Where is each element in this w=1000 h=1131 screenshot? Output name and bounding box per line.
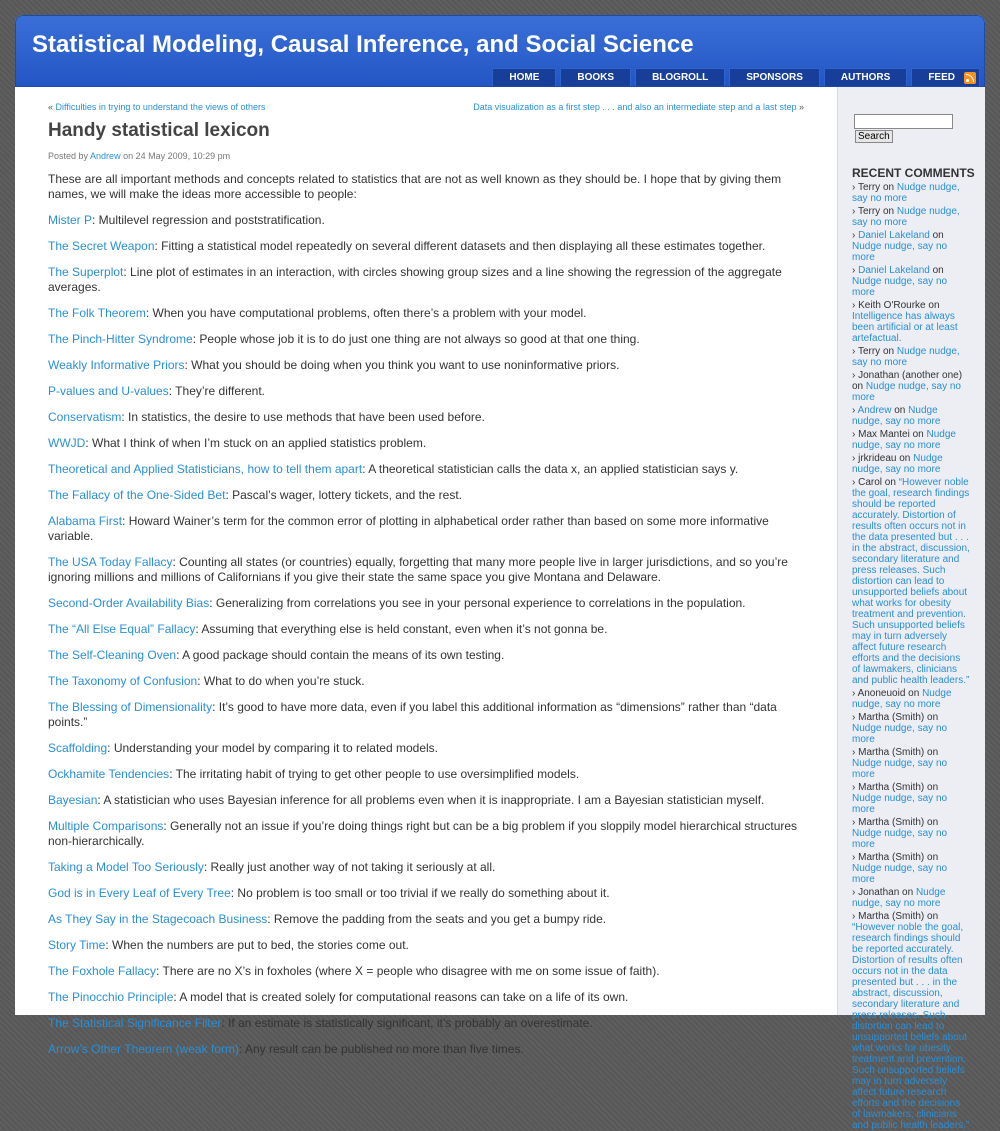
lexicon-definition: : Line plot of estimates in an interaction, with circles showing group sizes and a line showing the regression of the aggregate averages. xyxy=(48,265,782,294)
lexicon-entry xyxy=(48,648,804,663)
comment-bullet: › xyxy=(852,887,859,898)
lexicon-term-link[interactable]: The Secret Weapon xyxy=(48,239,155,253)
lexicon-definition: : There are no X’s in foxholes (where X = people who disagree with me on some issue of faith). xyxy=(156,964,660,978)
comment-on-label: on xyxy=(909,429,927,440)
recent-comment xyxy=(852,817,970,850)
post-title: Handy statistical lexicon xyxy=(48,120,270,141)
comment-bullet: › xyxy=(852,817,859,828)
recent-comment xyxy=(852,747,970,780)
lexicon-term-link[interactable]: Mister P xyxy=(48,213,93,227)
lexicon-term-link[interactable]: The “All Else Equal” Fallacy xyxy=(48,622,196,636)
lexicon-definition: : It’s good to have more data, even if you label this additional information as “dimensions” rather than “data points.” xyxy=(48,700,777,729)
lexicon-entry xyxy=(48,741,804,756)
lexicon-entry xyxy=(48,596,804,611)
lexicon-definition: : Any result can be published no more than five times. xyxy=(238,1042,524,1056)
lexicon-term-link[interactable]: Bayesian xyxy=(48,793,98,807)
comment-bullet: › xyxy=(852,712,859,723)
lexicon-term-link[interactable]: Taking a Model Too Seriously xyxy=(48,860,204,874)
comment-post-link[interactable]: Nudge nudge, say no more xyxy=(852,429,956,451)
lexicon-definition: : Understanding your model by comparing it to related models. xyxy=(107,741,438,755)
comment-bullet: › xyxy=(852,747,859,758)
comment-on-label: on xyxy=(924,712,939,723)
next-post-link[interactable]: Data visualization as a first step . . . and also an intermediate step and a last step xyxy=(473,102,797,112)
page xyxy=(15,15,985,1131)
comment-post-link[interactable]: Nudge nudge, say no more xyxy=(852,453,943,475)
comment-on-label: on xyxy=(880,346,897,357)
comment-author: Jonathan xyxy=(858,887,900,898)
lexicon-term-link[interactable]: The Fallacy of the One-Sided Bet xyxy=(48,488,226,502)
lexicon-term-link[interactable]: Multiple Comparisons xyxy=(48,819,164,833)
post-author-link[interactable]: Andrew xyxy=(90,151,121,161)
comment-author: jrkrideau xyxy=(858,453,897,464)
lexicon-definition: : Remove the padding from the seats and you get a bumpy ride. xyxy=(267,912,607,926)
recent-comment xyxy=(852,265,970,298)
lexicon-term-link[interactable]: The Superplot xyxy=(48,265,124,279)
lexicon-term-link[interactable]: Scaffolding xyxy=(48,741,108,755)
comment-on-label: on xyxy=(905,688,923,699)
recent-comment xyxy=(852,887,970,909)
previous-post-marker: « xyxy=(48,102,54,112)
comment-post-link[interactable]: Nudge nudge, say no more xyxy=(852,241,948,263)
comment-on-label: on xyxy=(891,405,909,416)
recent-comments-list xyxy=(852,182,985,1131)
lexicon-entry xyxy=(48,767,804,782)
recent-comment xyxy=(852,405,970,427)
comment-author-link[interactable]: Daniel Lakeland xyxy=(858,230,930,241)
comment-author: Keith O'Rourke xyxy=(858,300,926,311)
lexicon-entry xyxy=(48,1016,804,1031)
comment-post-link[interactable]: Nudge nudge, say no more xyxy=(852,863,948,885)
lexicon-term-link[interactable]: Weakly Informative Priors xyxy=(48,358,185,372)
comment-author: Max Mantei xyxy=(858,429,910,440)
lexicon-definition: : A good package should contain the means of its own testing. xyxy=(176,648,505,662)
lexicon-entry xyxy=(48,514,804,544)
comment-post-link[interactable]: Nudge nudge, say no more xyxy=(852,276,948,298)
lexicon-term-link[interactable]: WWJD xyxy=(48,436,86,450)
lexicon-term-link[interactable]: The Taxonomy of Confusion xyxy=(48,674,198,688)
lexicon-definition: : If an estimate is statistically significant, it’s probably an overestimate. xyxy=(221,1016,593,1030)
nav-sponsors[interactable]: SPONSORS xyxy=(729,68,820,86)
previous-post xyxy=(48,102,265,112)
lexicon-definition: : When you have computational problems, often there’s a problem with your model. xyxy=(145,306,587,320)
lexicon-term-link[interactable]: The Pinch-Hitter Syndrome xyxy=(48,332,193,346)
recent-comment xyxy=(852,712,970,745)
comment-post-link[interactable]: Nudge nudge, say no more xyxy=(852,206,960,228)
lexicon-term-link[interactable]: Story Time xyxy=(48,938,106,952)
comment-post-link[interactable]: Nudge nudge, say no more xyxy=(852,793,948,815)
comment-author: Martha (Smith) xyxy=(858,747,925,758)
lexicon-entry xyxy=(48,886,804,901)
comment-on-label: on xyxy=(896,453,914,464)
comment-bullet: › xyxy=(852,265,859,276)
comment-on-label: on xyxy=(924,747,939,758)
nav-books[interactable]: BOOKS xyxy=(560,68,631,86)
comment-on-label: on xyxy=(929,265,944,276)
lexicon-entry xyxy=(48,410,804,425)
lexicon-list xyxy=(48,213,804,1057)
comment-author: Anoneuoid xyxy=(857,688,906,699)
lexicon-entry xyxy=(48,462,804,477)
lexicon-entry xyxy=(48,700,804,730)
lexicon-entry xyxy=(48,819,804,849)
comment-author: Martha (Smith) xyxy=(858,817,925,828)
main-content xyxy=(15,87,837,1056)
comment-bullet: › xyxy=(852,782,859,793)
comment-post-link[interactable]: Nudge nudge, say no more xyxy=(852,182,960,204)
comment-post-link[interactable]: Nudge nudge, say no more xyxy=(852,405,941,427)
lexicon-definition: : The irritating habit of trying to get other people to use oversimplified models. xyxy=(169,767,580,781)
comment-on-label: on xyxy=(924,852,939,863)
comment-post-link[interactable]: Nudge nudge, say no more xyxy=(852,887,946,909)
lexicon-term-link[interactable]: The Self-Cleaning Oven xyxy=(48,648,177,662)
lexicon-definition: : Generally not an issue if you’re doing things right but can be a big problem if you sloppily model hierarchical structures non-hierarchically. xyxy=(48,819,798,848)
lexicon-entry xyxy=(48,306,804,321)
comment-on-label: on xyxy=(924,911,939,922)
lexicon-term-link[interactable]: Second-Order Availability Bias xyxy=(48,596,210,610)
lexicon-entry xyxy=(48,555,804,585)
comment-author: Martha (Smith) xyxy=(858,911,925,922)
comment-bullet: › xyxy=(852,182,858,193)
rss-icon[interactable] xyxy=(964,72,976,84)
lexicon-definition: : They’re different. xyxy=(168,384,266,398)
search-input[interactable] xyxy=(854,114,953,129)
sidebar xyxy=(837,87,985,1131)
previous-post-link[interactable]: Difficulties in trying to understand the views of others xyxy=(55,102,266,112)
lexicon-term-link[interactable]: The USA Today Fallacy xyxy=(48,555,173,569)
lexicon-term-link[interactable]: The Pinocchio Principle xyxy=(48,990,174,1004)
post-date: on 24 May 2009, 10:29 pm xyxy=(123,151,231,161)
comment-bullet: › xyxy=(852,453,859,464)
lexicon-term-link[interactable]: The Folk Theorem xyxy=(48,306,146,320)
lexicon-definition: : Pascal’s wager, lottery tickets, and the rest. xyxy=(225,488,462,502)
lexicon-entry xyxy=(48,860,804,875)
lexicon-entry xyxy=(48,964,804,979)
lexicon-entry xyxy=(48,384,804,399)
comment-author: Terry xyxy=(857,206,881,217)
comment-bullet: › xyxy=(852,206,858,217)
lexicon-definition: : Generalizing from correlations you see in your personal experience to correlations in the population. xyxy=(209,596,746,610)
comment-author-link[interactable]: Andrew xyxy=(857,405,892,416)
comment-post-link[interactable]: Nudge nudge, say no more xyxy=(852,688,952,710)
lexicon-entry xyxy=(48,938,804,953)
recent-comment xyxy=(852,453,970,475)
lexicon-definition: : Howard Wainer’s term for the common error of plotting in alphabetical order rather than based on some more informative variable. xyxy=(48,514,769,543)
comment-bullet: › xyxy=(852,911,859,922)
comment-post-link[interactable]: Nudge nudge, say no more xyxy=(852,828,948,850)
nav-feed-label: FEED xyxy=(928,72,955,83)
lexicon-entry xyxy=(48,1042,804,1057)
nav-authors[interactable]: AUTHORS xyxy=(824,68,907,86)
comment-on-label: on xyxy=(880,206,897,217)
lexicon-term-link[interactable]: The Statistical Significance Filter xyxy=(48,1016,222,1030)
comment-author: Carol xyxy=(858,477,883,488)
recent-comment xyxy=(852,346,970,368)
comment-post-link[interactable]: Nudge nudge, say no more xyxy=(852,346,960,368)
lexicon-entry xyxy=(48,912,804,927)
comment-on-label: on xyxy=(852,381,866,392)
lexicon-definition: : A model that is created solely for computational reasons can take on a life of its own. xyxy=(173,990,629,1004)
lexicon-definition: : What to do when you’re stuck. xyxy=(197,674,365,688)
lexicon-definition: : Counting all states (or countries) equally, forgetting that many more people live in larger jurisdictions, and so you’re ignoring millions and millions of Californians if you give their state the same space you give Montana and Delaware. xyxy=(48,555,788,584)
lexicon-term-link[interactable]: The Blessing of Dimensionality xyxy=(48,700,213,714)
recent-comment xyxy=(852,782,970,815)
lexicon-term-link[interactable]: The Foxhole Fallacy xyxy=(48,964,157,978)
main-nav xyxy=(488,68,980,86)
site-title[interactable]: Statistical Modeling, Causal Inference, and Social Science xyxy=(32,31,694,58)
recent-comment xyxy=(852,370,970,403)
comment-bullet: › xyxy=(852,477,859,488)
lexicon-entry xyxy=(48,358,804,373)
lexicon-definition: : Really just another way of not taking it seriously at all. xyxy=(203,860,496,874)
comment-on-label: on xyxy=(929,230,944,241)
lexicon-entry xyxy=(48,674,804,689)
lexicon-definition: : People whose job it is to do just one thing are not always so good at that one thing. xyxy=(192,332,640,346)
lexicon-definition: : What I think of when I’m stuck on an applied statistics problem. xyxy=(85,436,427,450)
lexicon-definition: : Fitting a statistical model repeatedly on several different datasets and then displaying all these estimates together. xyxy=(154,239,766,253)
recent-comment xyxy=(852,429,970,451)
recent-comments-heading: RECENT COMMENTS xyxy=(852,166,975,180)
nav-home[interactable]: HOME xyxy=(492,68,556,86)
recent-comment xyxy=(852,230,970,263)
comment-post-link[interactable]: Nudge nudge, say no more xyxy=(852,381,961,403)
comment-author: Martha (Smith) xyxy=(858,852,925,863)
recent-comment xyxy=(852,852,970,885)
lexicon-entry xyxy=(48,488,804,503)
lexicon-definition: : In statistics, the desire to use methods that have been used before. xyxy=(121,410,485,424)
comment-bullet: › xyxy=(852,405,858,416)
lexicon-entry xyxy=(48,436,804,451)
post-navigation xyxy=(48,102,804,112)
lexicon-entry xyxy=(48,239,804,254)
lexicon-term-link[interactable]: Ockhamite Tendencies xyxy=(48,767,170,781)
comment-on-label: on xyxy=(880,182,897,193)
lexicon-definition: : Assuming that everything else is held constant, even when it’s not gonna be. xyxy=(195,622,608,636)
lexicon-term-link[interactable]: P-values and U-values xyxy=(48,384,169,398)
lexicon-definition: : A statistician who uses Bayesian inference for all problems even when it is inappropriate. I am a Bayesian statistician myself. xyxy=(97,793,765,807)
comment-author: Martha (Smith) xyxy=(858,782,925,793)
lexicon-entry xyxy=(48,793,804,808)
lexicon-term-link[interactable]: As They Say in the Stagecoach Business xyxy=(48,912,268,926)
comment-bullet: › xyxy=(852,370,859,381)
comment-bullet: › xyxy=(852,346,858,357)
comment-author: Jonathan (another one) xyxy=(858,370,963,381)
comment-post-link[interactable]: “However noble the goal, research findings should be reported accurately. Distortion of results often occurs not in the data presented but . . . in the abstract, discussion, secondary literature and press releases. Such distortion can lead to unsupported beliefs about what works for obesity treatment and prevention. Such unsupported beliefs may in turn adversely affect future research efforts and the decisions of lawmakers, clinicians and public health leaders.” xyxy=(852,922,970,1131)
site-header xyxy=(15,15,985,87)
recent-comment xyxy=(852,477,970,686)
next-post xyxy=(473,102,804,112)
lexicon-term-link[interactable]: Conservatism xyxy=(48,410,122,424)
lexicon-entry xyxy=(48,990,804,1005)
lexicon-definition: : No problem is too small or too trivial if we really do something about it. xyxy=(230,886,610,900)
lexicon-term-link[interactable]: God is in Every Leaf of Every Tree xyxy=(48,886,231,900)
lexicon-term-link[interactable]: Arrow’s Other Theorem (weak form) xyxy=(48,1042,239,1056)
comment-author: Martha (Smith) xyxy=(858,712,925,723)
lexicon-definition: : A theoretical statistician calls the data x, an applied statistician says y. xyxy=(362,462,739,476)
lexicon-definition: : When the numbers are put to bed, the stories come out. xyxy=(105,938,409,952)
lexicon-definition: : Multilevel regression and poststratification. xyxy=(92,213,325,227)
lexicon-entry xyxy=(48,265,804,295)
nav-feed[interactable] xyxy=(911,68,980,86)
lexicon-term-link[interactable]: Theoretical and Applied Statisticians, how to tell them apart xyxy=(48,462,363,476)
comment-on-label: on xyxy=(925,300,940,311)
recent-comment xyxy=(852,911,970,1131)
comment-bullet: › xyxy=(852,230,859,241)
posted-by-label: Posted by xyxy=(48,151,89,161)
comment-on-label: on xyxy=(882,477,899,488)
comment-on-label: on xyxy=(924,782,939,793)
comment-bullet: › xyxy=(852,852,859,863)
comment-author-link[interactable]: Daniel Lakeland xyxy=(858,265,930,276)
next-post-marker: » xyxy=(798,102,804,112)
comment-author: Terry xyxy=(857,346,881,357)
comment-on-label: on xyxy=(924,817,939,828)
recent-comment xyxy=(852,688,970,710)
recent-comment xyxy=(852,182,970,204)
comment-author: Terry xyxy=(857,182,881,193)
post-meta xyxy=(48,151,804,161)
comment-post-link[interactable]: Nudge nudge, say no more xyxy=(852,723,948,745)
comment-bullet: › xyxy=(852,429,859,440)
recent-comment xyxy=(852,300,970,344)
comment-post-link[interactable]: Intelligence has always been artificial or at least artefactual. xyxy=(852,311,958,344)
lexicon-definition: : What you should be doing when you think you want to use noninformative priors. xyxy=(184,358,620,372)
search-button[interactable]: Search xyxy=(855,130,893,143)
recent-comment xyxy=(852,206,970,228)
lexicon-entry xyxy=(48,213,804,228)
lexicon-term-link[interactable]: Alabama First xyxy=(48,514,123,528)
nav-blogroll[interactable]: BLOGROLL xyxy=(635,68,725,86)
comment-bullet: › xyxy=(852,300,859,311)
lexicon-entry xyxy=(48,332,804,347)
post-intro: These are all important methods and concepts related to statistics that are not as well known as they should be. I hope that by giving them names, we will make the ideas more accessible to people: xyxy=(48,172,782,201)
comment-bullet: › xyxy=(852,688,858,699)
comment-post-link[interactable]: Nudge nudge, say no more xyxy=(852,758,948,780)
lexicon-entry xyxy=(48,622,804,637)
comment-post-link[interactable]: “However noble the goal, research findings should be reported accurately. Distortion of results often occurs not in the data presented but . . . in the abstract, discussion, secondary literature and press releases. Such distortion can lead to unsupported beliefs about what works for obesity treatment and prevention. Such unsupported beliefs may in turn adversely affect future research efforts and the decisions of lawmakers, clinicians and public health leaders.” xyxy=(852,477,970,686)
comment-on-label: on xyxy=(899,887,916,898)
